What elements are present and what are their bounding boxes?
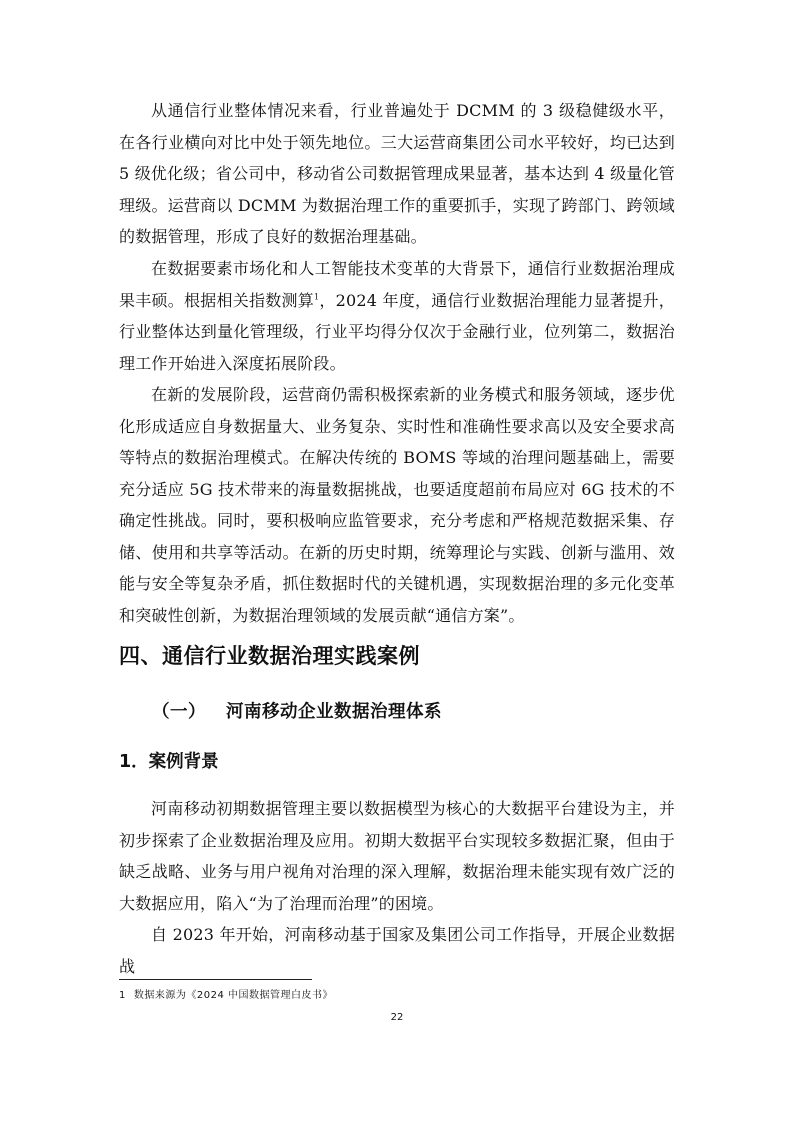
footnote-mark: 1 (119, 990, 126, 1001)
subsection-heading (152, 698, 442, 723)
paragraph-text: ，2024 年度，通信行业数据治理能力显著提升，行业整体达到量化管理级，行业平均得分仅次于金融行业，位列第二，数据治理工作开始进入深度拓展阶段。 (119, 290, 676, 373)
paragraph-since-2023: 自 2023 年开始，河南移动基于国家及集团公司工作指导，开展企业数据战 (119, 925, 675, 976)
section-heading: 四、通信行业数据治理实践案例 (119, 644, 420, 668)
paragraph-governance-results (119, 253, 675, 379)
paragraph-case-background: 河南移动初期数据管理主要以数据模型为核心的大数据平台建设为主，并初步探索了企业数据治理及应用。初期大数据平台实现较多数据汇聚，但由于缺乏战略、业务与用户视角对治理的深入理解，数据治理未能实现有效广泛的大数据应用，陷入“为了治理而治理”的困境。 (119, 799, 675, 913)
paragraph-text: 在数据要素市场化和人工智能技术变革的大背景下，通信行业数据治理成果丰硕。根据相关指数测算 (119, 259, 675, 310)
subsection-number: （一） (152, 702, 206, 722)
paragraph-new-stage: 在新的发展阶段，运营商仍需积极探索新的业务模式和服务领域，逐步优化形成适应自身数据量大、业务复杂、实时性和准确性要求高以及安全要求高等特点的数据治理模式。在解决传统的 BOMS 等域的治理问题基础上，需要充分适应 5G 技术带来的海量数据挑战，也要适度超前布局应对 6G 技术的不确定性挑战。同时，要积极响应监管要求，充分考虑和严格规范数据采集、存储、使用和共享等活动。在新的历史时期，统筹理论与实践、创新与滥用、效能与安全等复杂矛盾，抓住数据时代的关键机遇，实现数据治理的多元化变革和突破性创新，为数据治理领域的发展贡献“通信方案”。 (119, 385, 675, 625)
page-number: 22 (390, 1012, 404, 1023)
subsection-title: 河南移动企业数据治理体系 (226, 702, 442, 722)
footnote-reference[interactable]: 1 (314, 292, 320, 302)
paragraph-industry-overview: 从通信行业整体情况来看，行业普遍处于 DCMM 的 3 级稳健级水平，在各行业横向对比中处于领先地位。三大运营商集团公司水平较好，均已达到 5 级优化级；省公司中，移动省公司数据管理成果显著，基本达到 4 级量化管理级。运营商以 DCMM 为数据治理工作的重要抓手，实现了跨部门、跨领域的数据管理，形成了良好的数据治理基础。 (119, 101, 675, 246)
case-background-heading: 1．案例背景 (119, 752, 219, 772)
footnote-text: 数据来源为《2024 中国数据管理白皮书》 (133, 990, 334, 1001)
footnote (119, 989, 333, 1003)
footnote-divider (119, 979, 312, 980)
